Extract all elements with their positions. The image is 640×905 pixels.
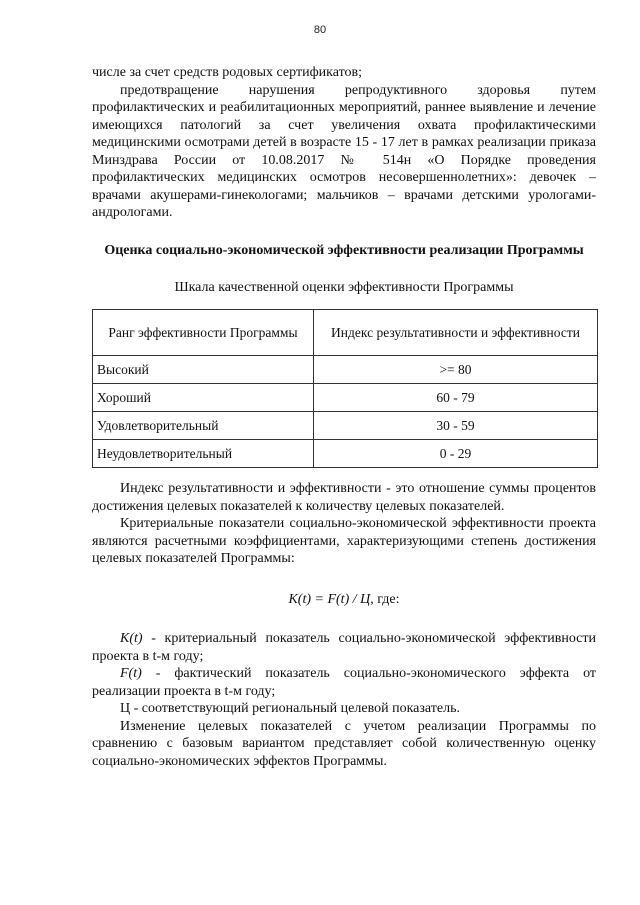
table-row [93,412,598,440]
definition-f [92,665,596,700]
table-row [93,440,598,468]
definition-f-text: - фактический показатель социально-экономического эффекта от реализации проекта в t-м году; [92,666,596,699]
intro-line: числе за счет средств родовых сертификатов; [92,65,363,80]
table-header-index: Индекс результативности и эффективности [314,310,598,356]
definition-k [92,630,596,665]
table-row [93,356,598,384]
symbol-k: K(t) [120,631,143,646]
closing-paragraph: Изменение целевых показателей с учетом реализации Программы по сравнению с базовым вариантом представляет собой количественную оценку социально-экономических эффектов Программы. [92,718,596,769]
table-header-row [93,310,598,356]
table-row [93,384,598,412]
definition-k-text: - критериальный показатель социально-экономической эффективности проекта в t-м году; [92,631,596,664]
table-cell-index: 60 - 79 [314,384,598,412]
table-cell-rank: Хороший [93,384,314,412]
section-heading: Оценка социально-экономической эффективности реализации Программы [104,242,584,258]
table-cell-rank: Высокий [93,356,314,384]
table-header-rank: Ранг эффективности Программы [93,310,314,356]
index-definition-paragraph: Индекс результативности и эффективности - это отношение суммы процентов достижения целевых показателей к количеству целевых показателей. [92,481,596,514]
page-number: 80 [313,24,327,36]
definition-c: Ц - соответствующий региональный целевой показатель. [120,701,460,716]
criteria-paragraph: Критериальные показатели социально-экономической эффективности проекта являются расчетными коэффициентами, характеризующими степень достижения целевых показателей Программы: [92,516,596,566]
table-cell-index: 0 - 29 [314,440,598,468]
formula [92,591,596,609]
table-cell-index: 30 - 59 [314,412,598,440]
efficiency-scale-table [92,309,598,468]
symbol-f: F(t) [120,666,142,681]
table-caption: Шкала качественной оценки эффективности Программы [174,279,514,295]
table-cell-rank: Неудовлетворительный [93,440,314,468]
document-body [92,64,596,770]
table-cell-index: >= 80 [314,356,598,384]
formula-expression: K(t) = F(t) / Ц [288,591,371,607]
intro-paragraph: предотвращение нарушения репродуктивного здоровья путем профилактических и реабилитационных мероприятий, раннее выявление и лечение имеющихся патологий за счет увеличения охвата профилактическими медицинскими осмотрами детей в возрасте 15 - 17 лет в рамках реализации приказа Минздрава России от 10.08.2017 № 514н «О Порядке проведения профилактических медицинских осмотров несовершеннолетних»: девочек – врачами акушерами-гинекологами; мальчиков – врачами детскими урологами-андрологами. [92,82,596,220]
formula-suffix: , где: [370,591,400,607]
table-cell-rank: Удовлетворительный [93,412,314,440]
